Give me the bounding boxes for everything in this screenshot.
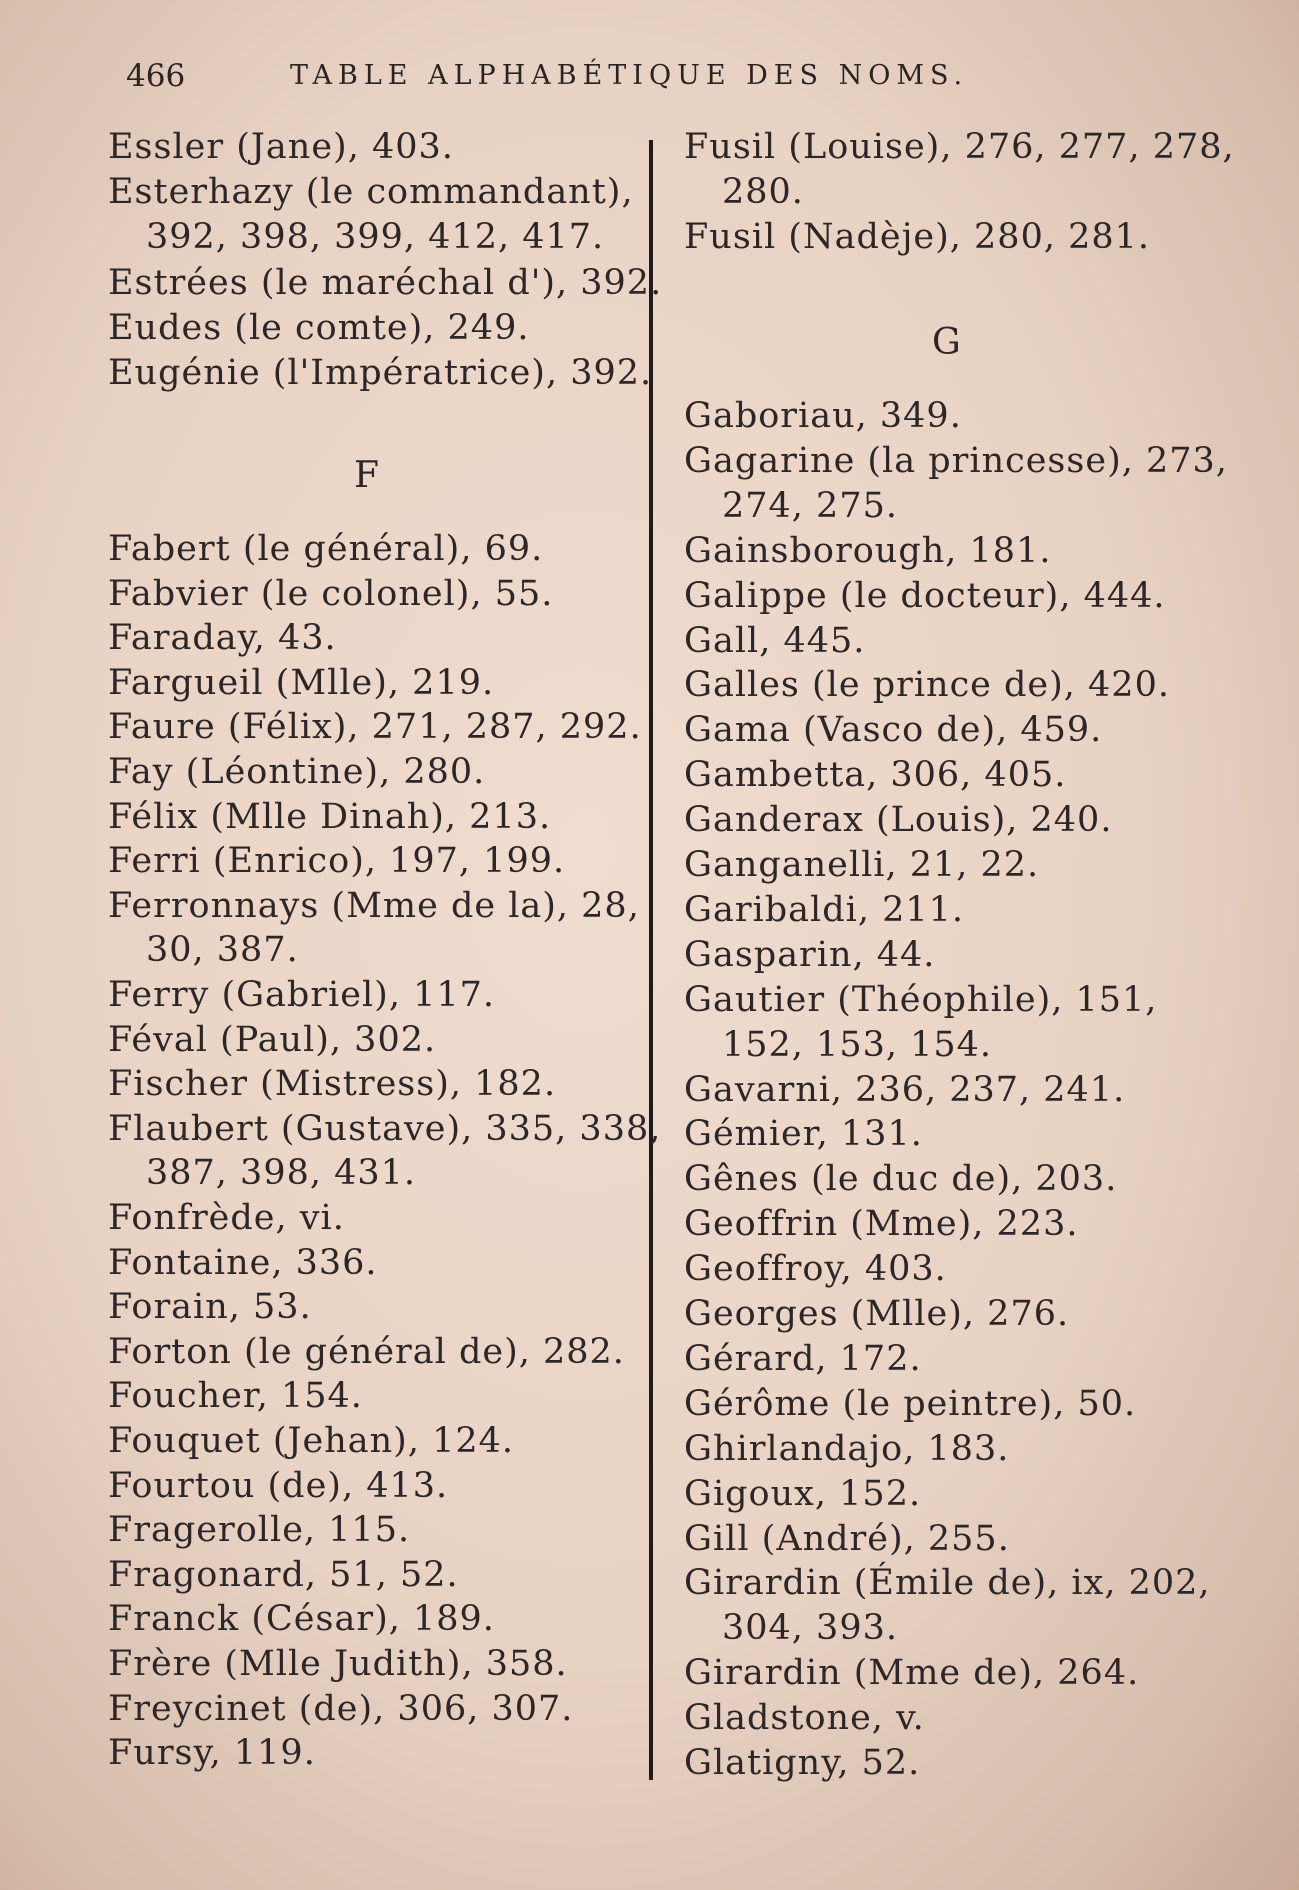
index-entry: Félix (Mlle Dinah), 213. — [108, 796, 552, 837]
index-entry: Gagarine (la princesse), 273, — [684, 440, 1228, 481]
index-entry: Gasparin, 44. — [684, 934, 936, 975]
index-entry: Gainsborough, 181. — [684, 530, 1052, 571]
index-entry: Gambetta, 306, 405. — [684, 755, 1067, 796]
index-entry: Ferri (Enrico), 197, 199. — [108, 841, 566, 882]
index-entry-continuation: 152, 153, 154. — [722, 1024, 993, 1065]
index-entry: Fischer (Mistress), 182. — [108, 1064, 557, 1105]
index-entry: Eudes (le comte), 249. — [108, 307, 530, 348]
index-entry: Fay (Léontine), 280. — [108, 752, 486, 792]
index-entry: Fursy, 119. — [108, 1733, 316, 1774]
index-entry: Glatigny, 52. — [684, 1743, 921, 1783]
index-entry: Galles (le prince de), 420. — [684, 665, 1170, 706]
index-entry: Gémier, 131. — [684, 1114, 923, 1155]
index-entry-continuation: 274, 275. — [722, 485, 898, 526]
section-letter: F — [354, 455, 379, 496]
index-entry: Gautier (Théophile), 151, — [684, 979, 1158, 1020]
index-entry: Garibaldi, 211. — [684, 889, 964, 930]
running-head: TABLE ALPHABÉTIQUE DES NOMS. — [290, 60, 969, 91]
index-entry: Gérôme (le peintre), 50. — [684, 1383, 1137, 1424]
index-entry: Fargueil (Mlle), 219. — [108, 662, 495, 703]
index-entry: Fusil (Nadèje), 280, 281. — [684, 217, 1151, 258]
index-entry: Eugénie (l'Impératrice), 392. — [108, 353, 653, 393]
index-entry: Galippe (le docteur), 444. — [684, 575, 1166, 616]
index-entry: Gérard, 172. — [684, 1338, 922, 1379]
page-number: 466 — [126, 58, 186, 94]
index-entry: Ferry (Gabriel), 117. — [108, 975, 495, 1015]
index-entry: Fontaine, 336. — [108, 1242, 378, 1283]
index-entry: Geoffroy, 403. — [684, 1249, 947, 1290]
index-entry: Esterhazy (le commandant), — [108, 172, 634, 213]
index-entry: Gladstone, v. — [684, 1698, 925, 1739]
index-entry: Ganganelli, 21, 22. — [684, 845, 1040, 885]
index-entry: Fabvier (le colonel), 55. — [108, 573, 554, 614]
section-letter: G — [932, 322, 961, 363]
index-entry: Fabert (le général), 69. — [108, 529, 544, 569]
index-entry: Faure (Félix), 271, 287, 292. — [108, 707, 642, 748]
index-entry: Ghirlandajo, 183. — [684, 1428, 1010, 1469]
index-entry: Gall, 445. — [684, 620, 866, 661]
index-entry: Fragerolle, 115. — [108, 1510, 411, 1551]
index-entry-continuation: 387, 398, 431. — [146, 1153, 417, 1194]
index-entry: Frère (Mlle Judith), 358. — [108, 1644, 568, 1684]
index-entry: Gênes (le duc de), 203. — [684, 1159, 1118, 1200]
index-entry: Estrées (le maréchal d'), 392. — [108, 262, 663, 303]
index-entry-continuation: 30, 387. — [146, 930, 299, 971]
index-entry: Gavarni, 236, 237, 241. — [684, 1069, 1126, 1110]
index-entry: Franck (César), 189. — [108, 1599, 495, 1640]
index-entry: Fonfrède, vi. — [108, 1198, 345, 1238]
index-entry: Foucher, 154. — [108, 1376, 363, 1417]
index-entry: Fouquet (Jehan), 124. — [108, 1421, 515, 1461]
index-entry: Faraday, 43. — [108, 618, 337, 659]
index-entry: Forton (le général de), 282. — [108, 1331, 625, 1372]
index-entry: Fourtou (de), 413. — [108, 1465, 449, 1506]
index-entry: Fusil (Louise), 276, 277, 278, — [684, 127, 1235, 167]
index-entry: Ferronnays (Mme de la), 28, — [108, 885, 640, 926]
index-entry: Gama (Vasco de), 459. — [684, 710, 1103, 751]
index-entry: Geoffrin (Mme), 223. — [684, 1204, 1079, 1245]
index-entry: Girardin (Émile de), ix, 202, — [684, 1563, 1211, 1604]
index-entry: Forain, 53. — [108, 1287, 312, 1328]
index-entry-continuation: 392, 398, 399, 412, 417. — [146, 217, 605, 258]
index-entry: Girardin (Mme de), 264. — [684, 1653, 1140, 1694]
index-entry: Gill (André), 255. — [684, 1518, 1010, 1559]
index-entry: Gigoux, 152. — [684, 1473, 922, 1514]
index-entry: Ganderax (Louis), 240. — [684, 800, 1113, 841]
index-entry: Essler (Jane), 403. — [108, 127, 454, 167]
index-entry: Flaubert (Gustave), 335, 338, — [108, 1108, 662, 1149]
page-header — [126, 58, 1046, 98]
index-entry: Georges (Mlle), 276. — [684, 1294, 1070, 1334]
index-entry-continuation: 304, 393. — [722, 1608, 898, 1649]
index-entry-continuation: 280. — [722, 172, 804, 213]
index-entry: Gaboriau, 349. — [684, 396, 962, 436]
index-entry: Fragonard, 51, 52. — [108, 1554, 459, 1595]
index-entry: Freycinet (de), 306, 307. — [108, 1688, 574, 1729]
index-entry: Féval (Paul), 302. — [108, 1019, 437, 1060]
